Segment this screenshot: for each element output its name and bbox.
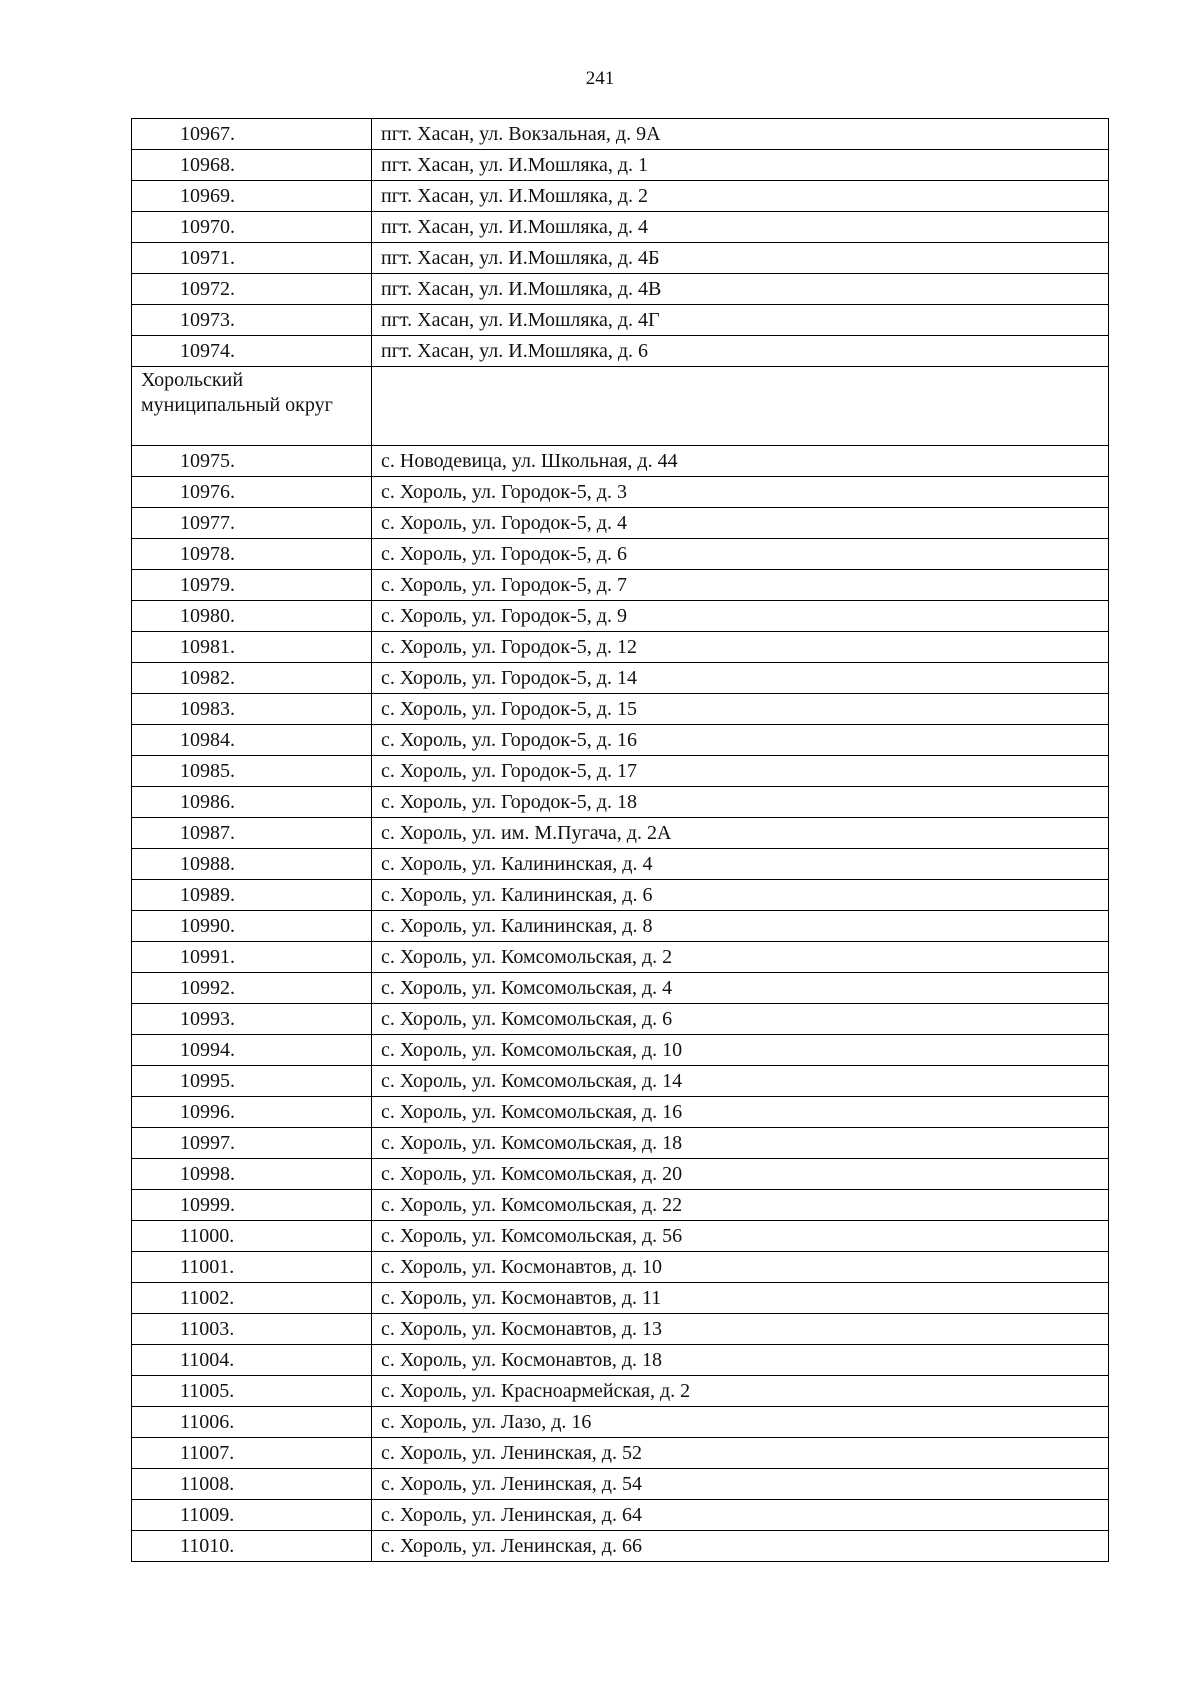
address-cell: с. Хороль, ул. Комсомольская, д. 22 xyxy=(372,1190,1109,1221)
address-cell: с. Хороль, ул. Космонавтов, д. 18 xyxy=(372,1345,1109,1376)
address-cell: с. Хороль, ул. Городок-5, д. 12 xyxy=(372,632,1109,663)
table-row xyxy=(132,212,1109,243)
address-cell: с. Хороль, ул. Ленинская, д. 64 xyxy=(372,1500,1109,1531)
table-row xyxy=(132,1283,1109,1314)
row-number-cell: 11000. xyxy=(132,1221,372,1252)
address-cell: пгт. Хасан, ул. И.Мошляка, д. 4Б xyxy=(372,243,1109,274)
address-cell: с. Хороль, ул. Красноармейская, д. 2 xyxy=(372,1376,1109,1407)
address-cell: с. Хороль, ул. Комсомольская, д. 6 xyxy=(372,1004,1109,1035)
row-number-cell: 10970. xyxy=(132,212,372,243)
row-number-cell: 10992. xyxy=(132,973,372,1004)
row-number-cell: 10996. xyxy=(132,1097,372,1128)
address-cell: с. Хороль, ул. Ленинская, д. 66 xyxy=(372,1531,1109,1562)
row-number-cell: 10983. xyxy=(132,694,372,725)
address-cell: с. Хороль, ул. Комсомольская, д. 16 xyxy=(372,1097,1109,1128)
table-row xyxy=(132,818,1109,849)
table-row xyxy=(132,1252,1109,1283)
table-row xyxy=(132,1190,1109,1221)
table-row xyxy=(132,1128,1109,1159)
address-cell: с. Хороль, ул. Городок-5, д. 4 xyxy=(372,508,1109,539)
address-cell: с. Хороль, ул. Городок-5, д. 16 xyxy=(372,725,1109,756)
row-number-cell: 10987. xyxy=(132,818,372,849)
row-number-cell: 10988. xyxy=(132,849,372,880)
address-cell: с. Хороль, ул. Калининская, д. 6 xyxy=(372,880,1109,911)
row-number-cell: 10975. xyxy=(132,446,372,477)
address-cell: с. Хороль, ул. Калининская, д. 4 xyxy=(372,849,1109,880)
table-row xyxy=(132,1500,1109,1531)
table-row xyxy=(132,694,1109,725)
address-cell: с. Хороль, ул. Лазо, д. 16 xyxy=(372,1407,1109,1438)
row-number-cell: 10986. xyxy=(132,787,372,818)
row-number-cell: 10999. xyxy=(132,1190,372,1221)
address-cell: с. Хороль, ул. Комсомольская, д. 2 xyxy=(372,942,1109,973)
table-row xyxy=(132,1066,1109,1097)
section-header-row xyxy=(132,367,1109,446)
row-number-cell: 10995. xyxy=(132,1066,372,1097)
address-cell: пгт. Хасан, ул. И.Мошляка, д. 1 xyxy=(372,150,1109,181)
address-cell: с. Хороль, ул. Комсомольская, д. 14 xyxy=(372,1066,1109,1097)
table-row xyxy=(132,880,1109,911)
row-number-cell: 11007. xyxy=(132,1438,372,1469)
table-row xyxy=(132,1345,1109,1376)
table-row xyxy=(132,446,1109,477)
row-number-cell: 10980. xyxy=(132,601,372,632)
row-number-cell: 10977. xyxy=(132,508,372,539)
row-number-cell: 10984. xyxy=(132,725,372,756)
address-cell: с. Хороль, ул. Космонавтов, д. 10 xyxy=(372,1252,1109,1283)
address-cell: с. Хороль, ул. Городок-5, д. 9 xyxy=(372,601,1109,632)
row-number-cell: 10968. xyxy=(132,150,372,181)
page-number: 241 xyxy=(585,68,615,89)
row-number-cell: 10981. xyxy=(132,632,372,663)
row-number-cell: 10971. xyxy=(132,243,372,274)
row-number-cell: 11004. xyxy=(132,1345,372,1376)
row-number-cell: 10969. xyxy=(132,181,372,212)
section-empty-cell xyxy=(372,367,1109,446)
row-number-cell: 11002. xyxy=(132,1283,372,1314)
table-row xyxy=(132,911,1109,942)
address-table xyxy=(131,118,1109,1562)
address-cell: с. Хороль, ул. Комсомольская, д. 4 xyxy=(372,973,1109,1004)
row-number-cell: 10997. xyxy=(132,1128,372,1159)
row-number-cell: 11005. xyxy=(132,1376,372,1407)
table-row xyxy=(132,1469,1109,1500)
row-number-cell: 11010. xyxy=(132,1531,372,1562)
table-row xyxy=(132,756,1109,787)
row-number-cell: 11006. xyxy=(132,1407,372,1438)
table-row xyxy=(132,942,1109,973)
address-cell: с. Хороль, ул. Городок-5, д. 15 xyxy=(372,694,1109,725)
table-row xyxy=(132,1097,1109,1128)
table-row xyxy=(132,1159,1109,1190)
address-cell: с. Хороль, ул. Городок-5, д. 7 xyxy=(372,570,1109,601)
row-number-cell: 11009. xyxy=(132,1500,372,1531)
address-cell: пгт. Хасан, ул. И.Мошляка, д. 4 xyxy=(372,212,1109,243)
address-cell: с. Хороль, ул. Городок-5, д. 3 xyxy=(372,477,1109,508)
address-cell: пгт. Хасан, ул. И.Мошляка, д. 4В xyxy=(372,274,1109,305)
row-number-cell: 10993. xyxy=(132,1004,372,1035)
table-row xyxy=(132,725,1109,756)
address-cell: с. Хороль, ул. Комсомольская, д. 10 xyxy=(372,1035,1109,1066)
row-number-cell: 11008. xyxy=(132,1469,372,1500)
table-row xyxy=(132,1531,1109,1562)
row-number-cell: 11003. xyxy=(132,1314,372,1345)
table-row xyxy=(132,1407,1109,1438)
table-row xyxy=(132,632,1109,663)
address-cell: с. Хороль, ул. Комсомольская, д. 20 xyxy=(372,1159,1109,1190)
table-row xyxy=(132,1376,1109,1407)
table-row xyxy=(132,508,1109,539)
table-row xyxy=(132,570,1109,601)
row-number-cell: 10998. xyxy=(132,1159,372,1190)
table-row xyxy=(132,181,1109,212)
table-row xyxy=(132,243,1109,274)
address-cell: с. Хороль, ул. Калининская, д. 8 xyxy=(372,911,1109,942)
table-row xyxy=(132,119,1109,150)
row-number-cell: 10974. xyxy=(132,336,372,367)
table-row xyxy=(132,1035,1109,1066)
address-cell: с. Хороль, ул. Городок-5, д. 18 xyxy=(372,787,1109,818)
table-row xyxy=(132,305,1109,336)
address-cell: с. Хороль, ул. Комсомольская, д. 56 xyxy=(372,1221,1109,1252)
table-row xyxy=(132,787,1109,818)
address-cell: с. Хороль, ул. Городок-5, д. 6 xyxy=(372,539,1109,570)
table-row xyxy=(132,477,1109,508)
row-number-cell: 10989. xyxy=(132,880,372,911)
table-row xyxy=(132,601,1109,632)
row-number-cell: 10972. xyxy=(132,274,372,305)
address-cell: пгт. Хасан, ул. И.Мошляка, д. 2 xyxy=(372,181,1109,212)
table-row xyxy=(132,150,1109,181)
row-number-cell: 10985. xyxy=(132,756,372,787)
table-row xyxy=(132,973,1109,1004)
row-number-cell: 10990. xyxy=(132,911,372,942)
row-number-cell: 10994. xyxy=(132,1035,372,1066)
address-cell: с. Хороль, ул. Ленинская, д. 54 xyxy=(372,1469,1109,1500)
address-cell: с. Новодевица, ул. Школьная, д. 44 xyxy=(372,446,1109,477)
table-row xyxy=(132,1004,1109,1035)
row-number-cell: 10978. xyxy=(132,539,372,570)
address-cell: с. Хороль, ул. Городок-5, д. 17 xyxy=(372,756,1109,787)
address-cell: с. Хороль, ул. Космонавтов, д. 13 xyxy=(372,1314,1109,1345)
row-number-cell: 10967. xyxy=(132,119,372,150)
table-row xyxy=(132,539,1109,570)
table-row xyxy=(132,274,1109,305)
row-number-cell: 10979. xyxy=(132,570,372,601)
address-cell: с. Хороль, ул. Комсомольская, д. 18 xyxy=(372,1128,1109,1159)
table-row xyxy=(132,1438,1109,1469)
row-number-cell: 10982. xyxy=(132,663,372,694)
table-row xyxy=(132,1221,1109,1252)
table-row xyxy=(132,1314,1109,1345)
section-title: Хорольский муниципальный округ xyxy=(132,367,372,446)
address-cell: пгт. Хасан, ул. Вокзальная, д. 9А xyxy=(372,119,1109,150)
table-row xyxy=(132,849,1109,880)
row-number-cell: 10976. xyxy=(132,477,372,508)
address-cell: с. Хороль, ул. Космонавтов, д. 11 xyxy=(372,1283,1109,1314)
address-cell: с. Хороль, ул. Ленинская, д. 52 xyxy=(372,1438,1109,1469)
row-number-cell: 10991. xyxy=(132,942,372,973)
address-cell: с. Хороль, ул. им. М.Пугача, д. 2А xyxy=(372,818,1109,849)
address-table-body xyxy=(132,119,1109,1562)
table-row xyxy=(132,663,1109,694)
address-cell: пгт. Хасан, ул. И.Мошляка, д. 6 xyxy=(372,336,1109,367)
row-number-cell: 11001. xyxy=(132,1252,372,1283)
table-row xyxy=(132,336,1109,367)
address-cell: с. Хороль, ул. Городок-5, д. 14 xyxy=(372,663,1109,694)
address-cell: пгт. Хасан, ул. И.Мошляка, д. 4Г xyxy=(372,305,1109,336)
row-number-cell: 10973. xyxy=(132,305,372,336)
